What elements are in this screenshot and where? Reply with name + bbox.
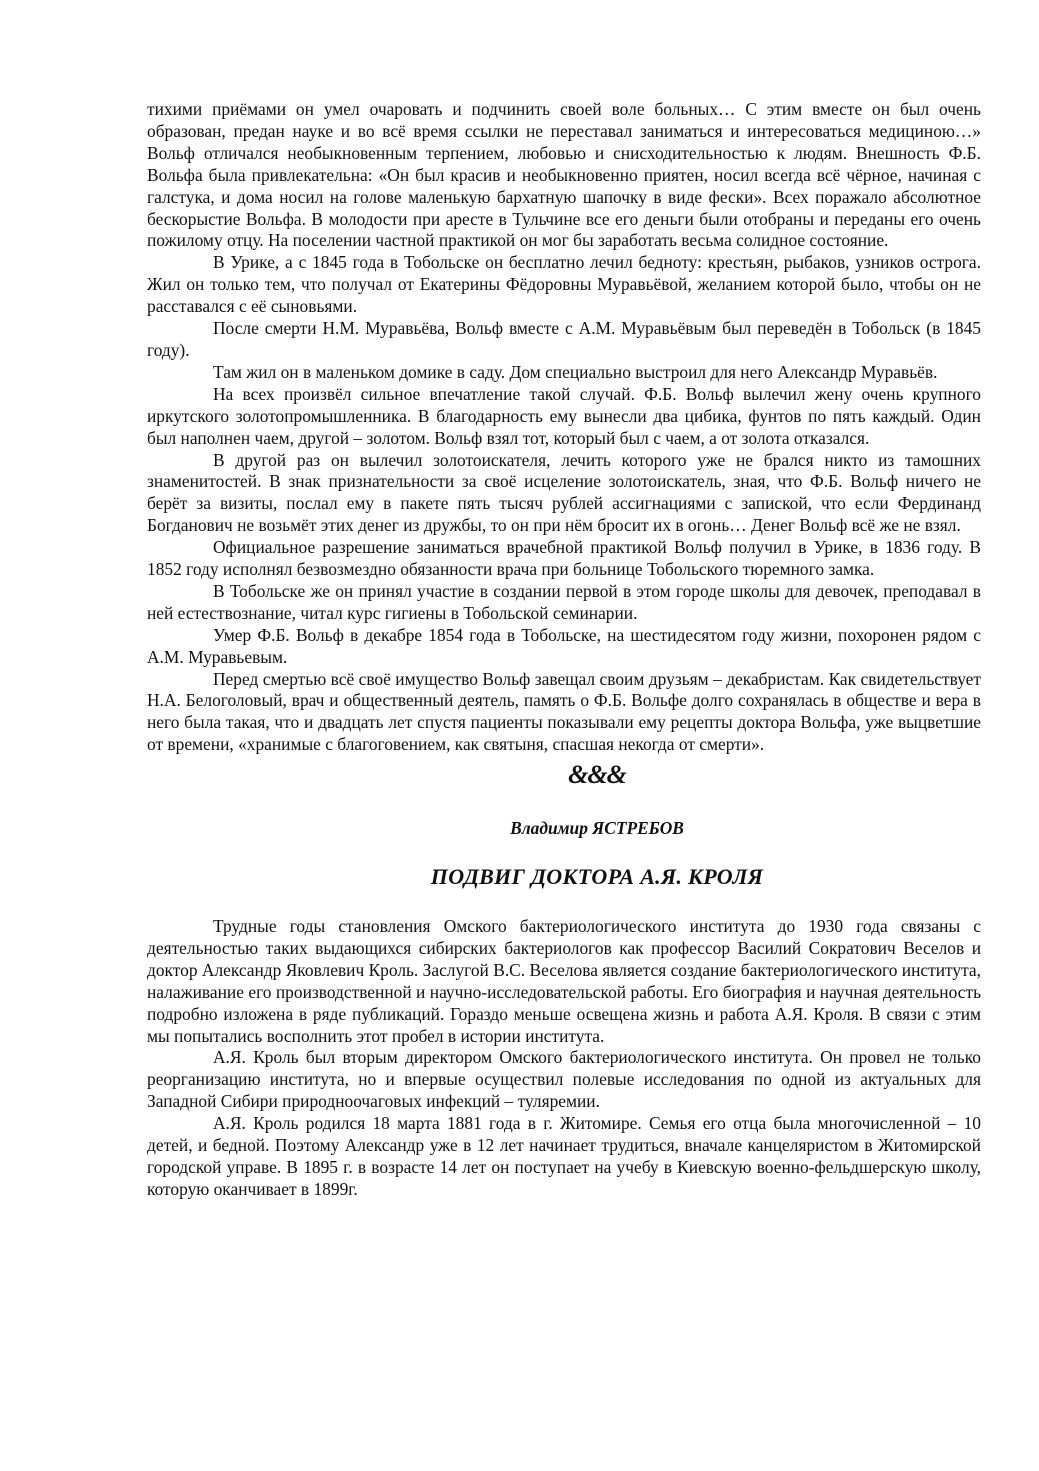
paragraph: Трудные годы становления Омского бактериологического института до 1930 года связаны с деятельностью таких выдающихся сибирских бактериологов как профессор Василий Сократович Веселов и доктор Александр Яковлевич Кроль. Заслугой В.С. Веселова является создание бактериологического института, налаживание его производственной и научно-исследовательской работы. Его биография и научная деятельность подробно изложена в ряде публикаций. Гораздо меньше освещена жизнь и работа А.Я. Кроля. В связи с этим мы попытались восполнить этот пробел в истории института. [147, 916, 981, 1046]
paragraph: Там жил он в маленьком домике в саду. Дом специально выстроил для него Александр Муравьёв. [213, 361, 938, 382]
paragraph: После смерти Н.М. Муравьёва, Вольф вместе с А.М. Муравьёвым был переведён в Тобольск (в 1845 году). [147, 318, 981, 360]
spacer [147, 888, 981, 916]
section-separator: &&& [568, 760, 626, 790]
paragraph: А.Я. Кроль был вторым директором Омского бактериологического института. Он провел не только реорганизацию института, но и впервые осуществил полевые исследования по одной из актуальных для Западной Сибири природноочаговых инфекций – туляремии. [147, 1047, 981, 1112]
paragraph: В Урике, а с 1845 года в Тобольске он бесплатно лечил бедноту: крестьян, рыбаков, узников острога. Жил он только тем, что получал от Екатерины Фёдоровны Муравьёвой, желанием которой было, чтобы он не расставался с её сыновьями. [147, 252, 981, 317]
article-title: ПОДВИГ ДОКТОРА А.Я. КРОЛЯ [430, 864, 764, 890]
paragraph: тихими приёмами он умел очаровать и подчинить своей воле больных… С этим вместе он был очень образован, предан науке и во всё время ссылки не переставал заниматься и интересоваться медициною…» Вольф отличался необыкновенным терпением, любовью и снисходительностью к людям. Внешность Ф.Б. Вольфа была привлекательна: «Он был красив и необыкновенно приятен, носил всегда всё чёрное, начиная с галстука, и дома носил на голове маленькую бархатную шапочку в виде фески». Всех поражало абсолютное бескорыстие Вольфа. В молодости при аресте в Тульчине все его деньги были отобраны и переданы его очень пожилому отцу. На поселении частной практикой он мог бы заработать весьма солидное состояние. [147, 99, 981, 251]
paragraph: Официальное разрешение заниматься врачебной практикой Вольф получил в Урике, в 1836 году. В 1852 году исполнял безвозмездно обязанности врача при больнице Тобольского тюремного замка. [147, 537, 981, 580]
paragraph: На всех произвёл сильное впечатление такой случай. Ф.Б. Вольф вылечил жену очень крупного иркутского золотопромышленника. В благодарность ему вынесли два цибика, фунтов по пять каждый. Один был наполнен чаем, другой – золотом. Вольф взял тот, который был с чаем, а от золота отказался. [147, 383, 981, 448]
document-page [147, 99, 981, 1201]
paragraph: Перед смертью всё своё имущество Вольф завещал своим друзьям – декабристам. Как свидетельствует Н.А. Белоголовый, врач и общественный деятель, память о Ф.Б. Вольфе долго сохранялась в обществе и вера в него была такая, что и двадцать лет спустя пациенты показывали ему рецепты доктора Вольфа, уже выцветшие от времени, «хранимые с благоговением, как святыня, спасшая некогда от смерти». [147, 668, 981, 755]
paragraph: А.Я. Кроль родился 18 марта 1881 года в г. Житомире. Семья его отца была многочисленной – 10 детей, и бедной. Поэтому Александр уже в 12 лет начинает трудиться, вначале канцеляристом в Житомирской городской управе. В 1895 г. в возрасте 14 лет он поступает на учебу в Киевскую военно-фельдшерскую школу, которую оканчивает в 1899г. [147, 1113, 981, 1199]
paragraph: В Тобольске же он принял участие в создании первой в этом городе школы для девочек, преподавал в ней естествознание, читал курс гигиены в Тобольской семинарии. [147, 580, 981, 623]
paragraph: Умер Ф.Б. Вольф в декабре 1854 года в Тобольске, на шестидесятом году жизни, похоронен рядом с А.М. Муравьевым. [147, 624, 981, 667]
article-author: Владимир ЯСТРЕБОВ [510, 818, 684, 839]
paragraph: В другой раз он вылечил золотоискателя, лечить которого уже не брался никто из тамошних знаменитостей. В знак признательности за своё исцеление золотоискатель, зная, что Ф.Б. Вольф ничего не берёт за визиты, послал ему в пакете пять тысяч рублей ассигнациями с запиской, что если Фердинанд Богданович не возьмёт этих денег из дружбы, то он при нём бросит их в огонь… Денег Вольф всё же не взял. [147, 449, 981, 536]
